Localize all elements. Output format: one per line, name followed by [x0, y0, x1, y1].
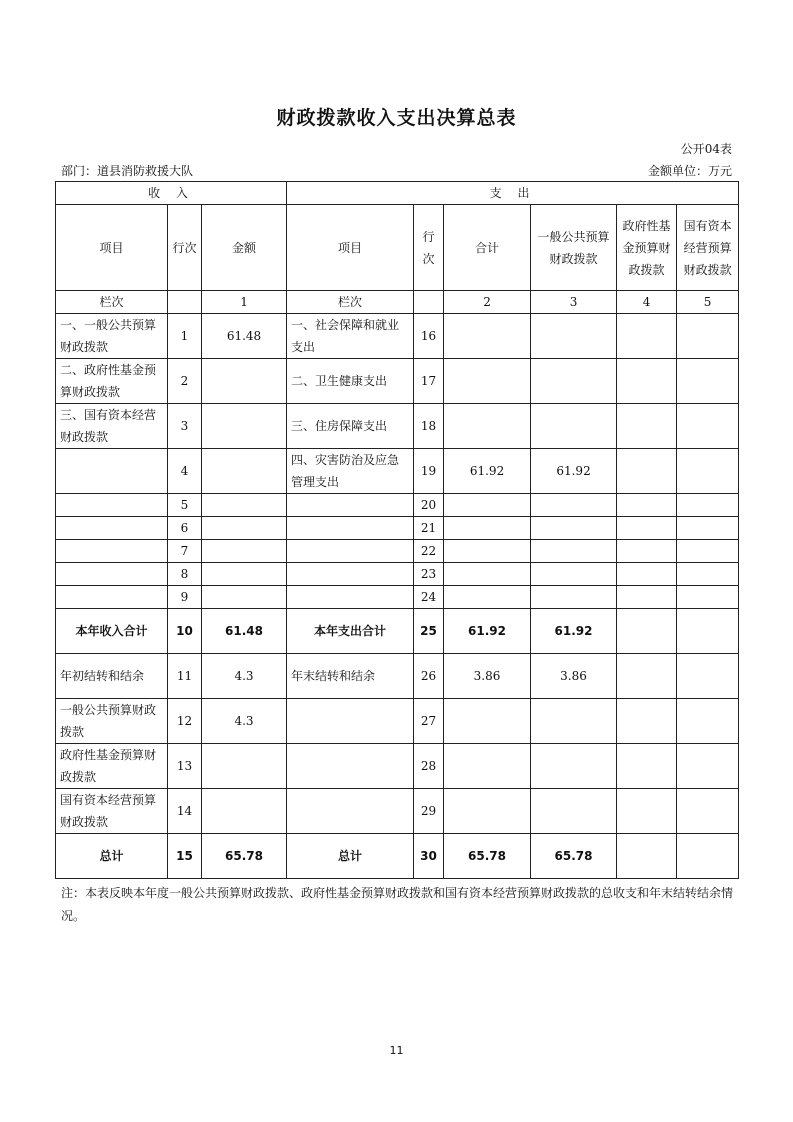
- table-row: [56, 699, 739, 744]
- index-c4: 4: [617, 291, 677, 314]
- expense-item-cell: 三、住房保障支出: [287, 404, 414, 449]
- income-item-cell: [56, 494, 168, 517]
- expense-line-cell: 25: [414, 609, 444, 654]
- expense-general-header: 一般公共预算财政拨款: [531, 205, 617, 291]
- expense-line-cell: 22: [414, 540, 444, 563]
- table-row: [56, 517, 739, 540]
- expense-line-cell: 24: [414, 586, 444, 609]
- expense-line-cell: 27: [414, 699, 444, 744]
- expense-fund-cell: [617, 586, 677, 609]
- expense-total-cell: [444, 699, 531, 744]
- expense-item-cell: 总计: [287, 834, 414, 879]
- expense-fund-cell: [617, 609, 677, 654]
- expense-item-cell: 年末结转和结余: [287, 654, 414, 699]
- form-number: 公开04表: [680, 142, 732, 156]
- income-amount-cell: [202, 359, 287, 404]
- expense-total-cell: [444, 586, 531, 609]
- income-header: 收 入: [56, 182, 287, 205]
- expense-fund-cell: [617, 654, 677, 699]
- table-row: [56, 834, 739, 879]
- table-row: [56, 314, 739, 359]
- expense-soe-cell: [677, 586, 739, 609]
- income-item-cell: 国有资本经营预算财政拨款: [56, 789, 168, 834]
- expense-item-cell: [287, 563, 414, 586]
- income-amount-cell: [202, 517, 287, 540]
- expense-total-cell: [444, 494, 531, 517]
- income-item-cell: 一般公共预算财政拨款: [56, 699, 168, 744]
- table-row: [56, 586, 739, 609]
- expense-total-cell: [444, 563, 531, 586]
- income-amount-cell: [202, 789, 287, 834]
- expense-total-cell: [444, 359, 531, 404]
- expense-soe-header: 国有资本经营预算财政拨款: [677, 205, 739, 291]
- expense-general-cell: [531, 404, 617, 449]
- expense-fund-cell: [617, 834, 677, 879]
- income-item-cell: [56, 563, 168, 586]
- expense-line-cell: 23: [414, 563, 444, 586]
- expense-total-cell: [444, 744, 531, 789]
- income-item-cell: [56, 517, 168, 540]
- table-row: [56, 563, 739, 586]
- expense-total-header: 合计: [444, 205, 531, 291]
- income-line-cell: 9: [168, 586, 202, 609]
- expense-total-cell: [444, 540, 531, 563]
- table-row: [56, 789, 739, 834]
- income-amount-cell: [202, 744, 287, 789]
- expense-fund-cell: [617, 494, 677, 517]
- expense-general-cell: [531, 359, 617, 404]
- income-amount-cell: 61.48: [202, 609, 287, 654]
- expense-general-cell: [531, 563, 617, 586]
- income-line-cell: 4: [168, 449, 202, 494]
- unit-label: 金额单位：万元: [647, 164, 732, 178]
- expense-soe-cell: [677, 744, 739, 789]
- expense-total-cell: 3.86: [444, 654, 531, 699]
- income-item-cell: 年初结转和结余: [56, 654, 168, 699]
- table-row: [56, 744, 739, 789]
- income-amount-cell: 61.48: [202, 314, 287, 359]
- expense-soe-cell: [677, 314, 739, 359]
- expense-item-cell: [287, 744, 414, 789]
- table-row: [56, 654, 739, 699]
- expense-total-cell: 61.92: [444, 609, 531, 654]
- expense-soe-cell: [677, 563, 739, 586]
- table-row: [56, 359, 739, 404]
- expense-soe-cell: [677, 404, 739, 449]
- expense-soe-cell: [677, 494, 739, 517]
- expense-item-cell: 本年支出合计: [287, 609, 414, 654]
- income-item-cell: 一、一般公共预算财政拨款: [56, 314, 168, 359]
- expense-soe-cell: [677, 449, 739, 494]
- index-c2: 2: [444, 291, 531, 314]
- expense-item-cell: 四、灾害防治及应急管理支出: [287, 449, 414, 494]
- expense-fund-cell: [617, 789, 677, 834]
- income-amount-cell: 4.3: [202, 699, 287, 744]
- expense-item-cell: [287, 517, 414, 540]
- expense-general-cell: [531, 494, 617, 517]
- section-header-row: [56, 182, 739, 205]
- expense-fund-cell: [617, 359, 677, 404]
- index-blank: [168, 291, 202, 314]
- income-amount-cell: [202, 449, 287, 494]
- income-item-cell: 本年收入合计: [56, 609, 168, 654]
- expense-soe-cell: [677, 699, 739, 744]
- income-line-cell: 5: [168, 494, 202, 517]
- table-row: [56, 540, 739, 563]
- expense-soe-cell: [677, 789, 739, 834]
- index-c5: 5: [677, 291, 739, 314]
- expense-soe-cell: [677, 540, 739, 563]
- income-amount-cell: [202, 494, 287, 517]
- expense-item-header: 项目: [287, 205, 414, 291]
- expense-soe-cell: [677, 359, 739, 404]
- income-amount-cell: [202, 563, 287, 586]
- expense-general-cell: [531, 789, 617, 834]
- income-item-cell: [56, 449, 168, 494]
- expense-total-cell: [444, 517, 531, 540]
- page-number: 11: [389, 1044, 404, 1057]
- table-row: [56, 449, 739, 494]
- expense-fund-cell: [617, 314, 677, 359]
- expense-line-header: 行次: [414, 205, 444, 291]
- column-header-row: [56, 205, 739, 291]
- income-line-header: 行次: [168, 205, 202, 291]
- expense-general-cell: 65.78: [531, 834, 617, 879]
- income-line-cell: 11: [168, 654, 202, 699]
- income-item-cell: 总计: [56, 834, 168, 879]
- expense-line-cell: 30: [414, 834, 444, 879]
- expense-total-cell: [444, 314, 531, 359]
- income-line-cell: 1: [168, 314, 202, 359]
- expense-line-cell: 19: [414, 449, 444, 494]
- income-item-cell: 政府性基金预算财政拨款: [56, 744, 168, 789]
- income-line-cell: 3: [168, 404, 202, 449]
- income-item-cell: 三、国有资本经营财政拨款: [56, 404, 168, 449]
- income-amount-cell: 4.3: [202, 654, 287, 699]
- expense-line-cell: 29: [414, 789, 444, 834]
- income-item-header: 项目: [56, 205, 168, 291]
- expense-general-cell: [531, 517, 617, 540]
- expense-item-cell: [287, 789, 414, 834]
- expense-item-cell: [287, 494, 414, 517]
- expense-line-cell: 20: [414, 494, 444, 517]
- index-label-right: 栏次: [287, 291, 414, 314]
- expense-header: 支 出: [287, 182, 739, 205]
- expense-soe-cell: [677, 517, 739, 540]
- income-line-cell: 14: [168, 789, 202, 834]
- income-line-cell: 8: [168, 563, 202, 586]
- table-row: [56, 404, 739, 449]
- table-row: [56, 609, 739, 654]
- index-blank: [414, 291, 444, 314]
- expense-fund-cell: [617, 699, 677, 744]
- page-title: 财政拨款收入支出决算总表: [276, 107, 517, 129]
- index-c3: 3: [531, 291, 617, 314]
- expense-general-cell: [531, 699, 617, 744]
- expense-fund-cell: [617, 540, 677, 563]
- expense-item-cell: [287, 699, 414, 744]
- expense-item-cell: [287, 586, 414, 609]
- expense-fund-cell: [617, 404, 677, 449]
- income-line-cell: 13: [168, 744, 202, 789]
- expense-fund-cell: [617, 563, 677, 586]
- expense-fund-cell: [617, 449, 677, 494]
- expense-item-cell: 二、卫生健康支出: [287, 359, 414, 404]
- expense-general-cell: 3.86: [531, 654, 617, 699]
- index-c1: 1: [202, 291, 287, 314]
- expense-line-cell: 21: [414, 517, 444, 540]
- expense-item-cell: [287, 540, 414, 563]
- income-item-cell: 二、政府性基金预算财政拨款: [56, 359, 168, 404]
- expense-soe-cell: [677, 834, 739, 879]
- expense-line-cell: 26: [414, 654, 444, 699]
- income-item-cell: [56, 586, 168, 609]
- expense-line-cell: 28: [414, 744, 444, 789]
- income-line-cell: 10: [168, 609, 202, 654]
- income-line-cell: 12: [168, 699, 202, 744]
- expense-general-cell: [531, 314, 617, 359]
- income-line-cell: 7: [168, 540, 202, 563]
- expense-total-cell: [444, 789, 531, 834]
- income-amount-cell: 65.78: [202, 834, 287, 879]
- income-line-cell: 2: [168, 359, 202, 404]
- summary-table: [55, 181, 739, 879]
- index-label-left: 栏次: [56, 291, 168, 314]
- expense-fund-header: 政府性基金预算财政拨款: [617, 205, 677, 291]
- table-row: [56, 494, 739, 517]
- income-amount-cell: [202, 586, 287, 609]
- expense-general-cell: [531, 744, 617, 789]
- expense-fund-cell: [617, 517, 677, 540]
- expense-item-cell: 一、社会保障和就业支出: [287, 314, 414, 359]
- expense-general-cell: [531, 586, 617, 609]
- expense-line-cell: 17: [414, 359, 444, 404]
- column-index-row: [56, 291, 739, 314]
- income-amount-header: 金额: [202, 205, 287, 291]
- income-item-cell: [56, 540, 168, 563]
- expense-line-cell: 16: [414, 314, 444, 359]
- expense-general-cell: 61.92: [531, 609, 617, 654]
- income-line-cell: 15: [168, 834, 202, 879]
- expense-fund-cell: [617, 744, 677, 789]
- expense-line-cell: 18: [414, 404, 444, 449]
- expense-general-cell: [531, 540, 617, 563]
- expense-total-cell: 61.92: [444, 449, 531, 494]
- expense-soe-cell: [677, 654, 739, 699]
- income-amount-cell: [202, 404, 287, 449]
- department-label: 部门：道县消防救援大队: [61, 164, 194, 178]
- expense-general-cell: 61.92: [531, 449, 617, 494]
- expense-total-cell: [444, 404, 531, 449]
- footnote: 注：本表反映本年度一般公共预算财政拨款、政府性基金预算财政拨款和国有资本经营预算财政拨款的总收支和年末结转结余情况。: [61, 886, 734, 923]
- expense-total-cell: 65.78: [444, 834, 531, 879]
- income-amount-cell: [202, 540, 287, 563]
- expense-soe-cell: [677, 609, 739, 654]
- income-line-cell: 6: [168, 517, 202, 540]
